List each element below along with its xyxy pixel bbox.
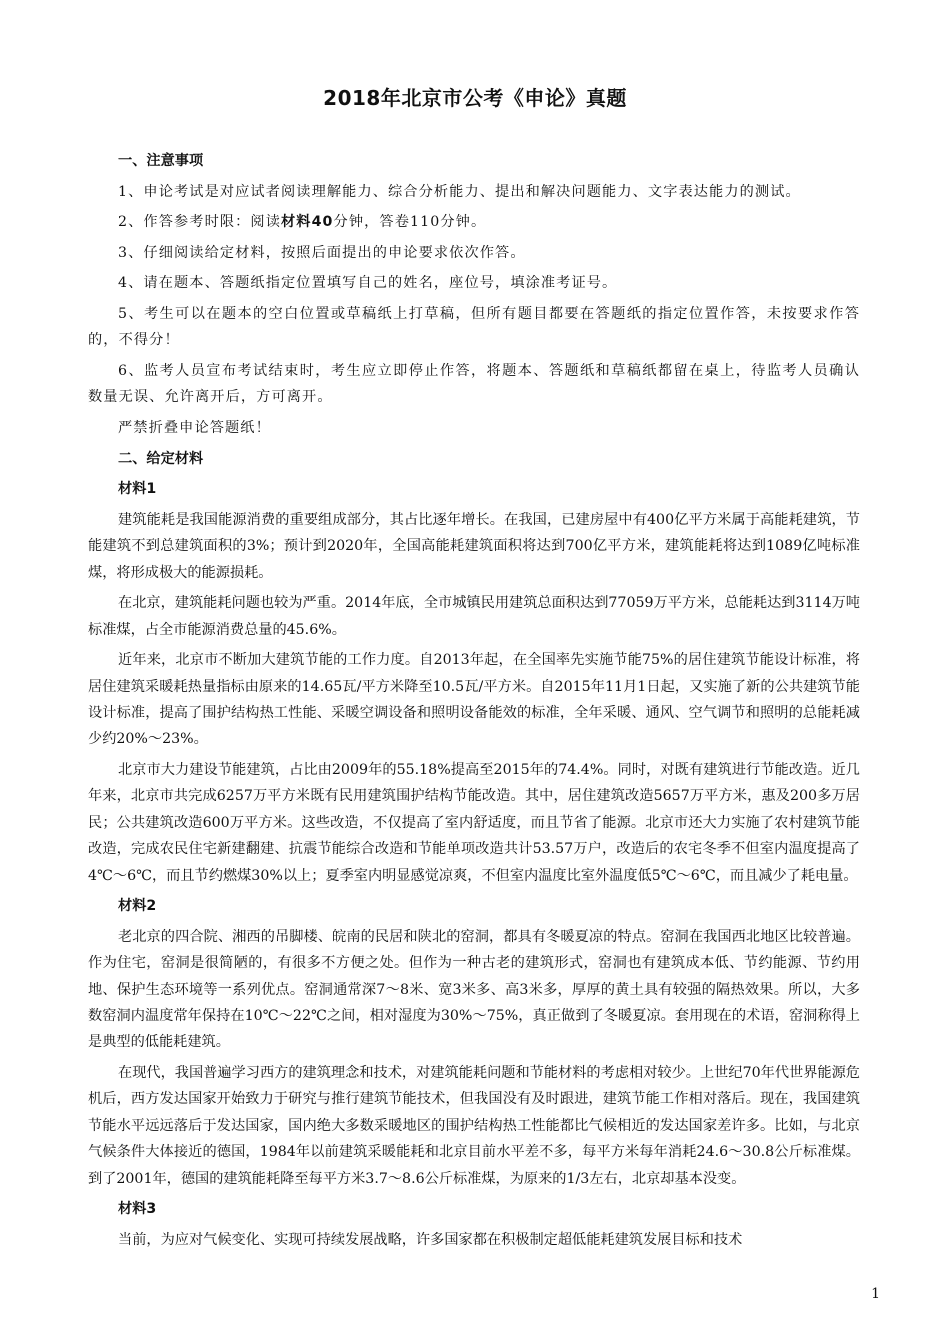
material-1-paragraph: 近年来，北京市不断加大建筑节能的工作力度。自2013年起，在全国率先实施节能75%的居住建筑节能设计标准，将居住建筑采暖耗热量指标由原来的14.65瓦/平方米降至10.5瓦/平方米。自2015年11月1日起，又实施了新的公共建筑节能设计标准，提高了围护结构热工性能、采暖空调设备和照明设备能效的标准，全年采暖、通风、空气调节和照明的总能耗减少约20%～23%。 <box>88 652 860 748</box>
notice-warning: 严禁折叠申论答题纸！ <box>118 419 271 436</box>
notice-item-2-bold: 材料40 <box>281 214 334 231</box>
document-title: 2018年北京市公考《申论》真题 <box>323 86 627 110</box>
material-3-paragraph: 当前，为应对气候变化、实现可持续发展战略，许多国家都在积极制定超低能耗建筑发展目标和技术 <box>118 1231 743 1248</box>
section-heading-materials: 二、给定材料 <box>118 450 204 467</box>
notice-item-2-tail: 分钟，答卷110分钟。 <box>333 214 487 231</box>
document-body <box>88 148 860 1257</box>
material-3-label: 材料3 <box>118 1201 157 1218</box>
notice-item-1: 1、申论考试是对应试者阅读理解能力、综合分析能力、提出和解决问题能力、文字表达能力的测试。 <box>118 183 801 200</box>
material-2-paragraph: 在现代，我国普遍学习西方的建筑理念和技术，对建筑能耗问题和节能材料的考虑相对较少。上世纪70年代世界能源危机后，西方发达国家开始致力于研究与推行建筑节能技术，但我国没有及时跟进，建筑节能工作相对落后。现在，我国建筑节能水平远远落后于发达国家，国内绝大多数采暖地区的围护结构热工性能都比气候相近的发达国家差许多。比如，与北京气候条件大体接近的德国，1984年以前建筑采暖能耗和北京目前水平差不多，每平方米每年消耗24.6～30.8公斤标准煤。到了2001年，德国的建筑能耗降至每平方米3.7～8.6公斤标准煤，为原来的1/3左右，北京却基本没变。 <box>88 1065 860 1187</box>
notice-item-2-text: 2、作答参考时限：阅读 <box>118 214 282 231</box>
notice-item-3: 3、仔细阅读给定材料，按照后面提出的申论要求依次作答。 <box>118 244 526 261</box>
material-1-label: 材料1 <box>118 481 157 498</box>
material-1-paragraph: 建筑能耗是我国能源消费的重要组成部分，其占比逐年增长。在我国，已建房屋中有400亿平方米属于高能耗建筑，节能建筑不到总建筑面积的3%；预计到2020年，全国高能耗建筑面积将达到700亿平方米，建筑能耗将达到1089亿吨标准煤，将形成极大的能源损耗。 <box>88 511 860 581</box>
notice-item-6: 6、监考人员宣布考试结束时，考生应立即停止作答，将题本、答题纸和草稿纸都留在桌上，待监考人员确认数量无误、允许离开后，方可离开。 <box>88 362 860 406</box>
material-2-label: 材料2 <box>118 898 157 915</box>
material-1-paragraph: 在北京，建筑能耗问题也较为严重。2014年底，全市城镇民用建筑总面积达到77059万平方米，总能耗达到3114万吨标准煤，占全市能源消费总量的45.6%。 <box>88 595 860 638</box>
section-heading-notice: 一、注意事项 <box>118 153 204 169</box>
material-2-paragraph: 老北京的四合院、湘西的吊脚楼、皖南的民居和陕北的窑洞，都具有冬暖夏凉的特点。窑洞在我国西北地区比较普遍。作为住宅，窑洞是很简陋的，有很多不方便之处。但作为一种古老的建筑形式，窑洞也有建筑成本低、节约能源、节约用地、保护生态环境等一系列优点。窑洞通常深7～8米、宽3米多、高3米多，厚厚的黄土具有较强的隔热效果。所以，大多数窑洞内温度常年保持在10℃～22℃之间，相对湿度为30%～75%，真正做到了冬暖夏凉。套用现在的术语，窑洞称得上是典型的低能耗建筑。 <box>88 928 860 1051</box>
notice-item-4: 4、请在题本、答题纸指定位置填写自己的姓名，座位号，填涂准考证号。 <box>118 275 618 292</box>
page-number: 1 <box>871 1286 880 1302</box>
material-1-paragraph: 北京市大力建设节能建筑，占比由2009年的55.18%提高至2015年的74.4%。同时，对既有建筑进行节能改造。近几年来，北京市共完成6257万平方米既有民用建筑围护结构节能改造。其中，居住建筑改造5657万平方米，惠及200多万居民；公共建筑改造600万平方米。这些改造，不仅提高了室内舒适度，而且节省了能源。北京市还大力实施了农村建筑节能改造，完成农民住宅新建翻建、抗震节能综合改造和节能单项改造共计53.57万户，改造后的农宅冬季不但室内温度提高了4℃～6℃，而且节约燃煤30%以上；夏季室内明显感觉凉爽，不但室内温度比室外温度低5℃～6℃，而且减少了耗电量。 <box>88 761 860 884</box>
notice-item-5: 5、考生可以在题本的空白位置或草稿纸上打草稿，但所有题目都要在答题纸的指定位置作答，未按要求作答的，不得分！ <box>88 305 860 349</box>
notice-item-2 <box>88 209 860 235</box>
